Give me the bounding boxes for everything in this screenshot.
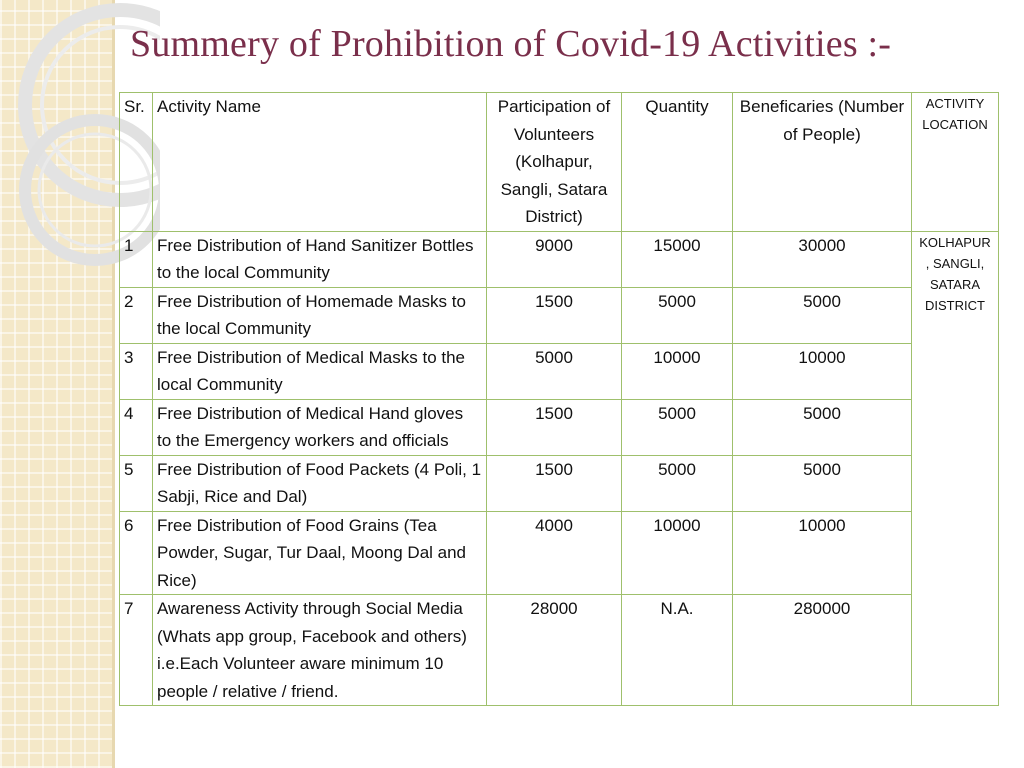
header-row: [120, 93, 999, 232]
row-sr: 6: [120, 511, 153, 595]
activity-location-value: KOLHAPUR , SANGLI, SATARA DISTRICT: [912, 231, 999, 706]
row-activity-name: Free Distribution of Medical Masks to the local Community: [153, 343, 487, 399]
table-row: [120, 511, 999, 595]
row-activity-name: Free Distribution of Food Grains (Tea Powder, Sugar, Tur Daal, Moong Dal and Rice): [153, 511, 487, 595]
table-row: [120, 399, 999, 455]
header-activity-location: ACTIVITY LOCATION: [912, 93, 999, 232]
row-beneficiaries: 5000: [733, 455, 912, 511]
row-beneficiaries: 10000: [733, 511, 912, 595]
row-sr: 7: [120, 595, 153, 706]
row-volunteers: 5000: [487, 343, 622, 399]
row-activity-name: Free Distribution of Homemade Masks to the local Community: [153, 287, 487, 343]
slide-title: Summery of Prohibition of Covid-19 Activities :-: [130, 23, 892, 65]
header-sr: Sr.: [120, 93, 153, 232]
row-quantity: N.A.: [622, 595, 733, 706]
table-row: [120, 287, 999, 343]
row-activity-name: Free Distribution of Hand Sanitizer Bottles to the local Community: [153, 231, 487, 287]
row-quantity: 10000: [622, 511, 733, 595]
table-row: [120, 343, 999, 399]
row-volunteers: 28000: [487, 595, 622, 706]
row-volunteers: 4000: [487, 511, 622, 595]
row-quantity: 10000: [622, 343, 733, 399]
header-activity-name: Activity Name: [153, 93, 487, 232]
row-activity-name: Free Distribution of Food Packets (4 Poli, 1 Sabji, Rice and Dal): [153, 455, 487, 511]
table-row: [120, 455, 999, 511]
row-sr: 3: [120, 343, 153, 399]
header-quantity: Quantity: [622, 93, 733, 232]
row-quantity: 5000: [622, 399, 733, 455]
row-quantity: 5000: [622, 287, 733, 343]
row-beneficiaries: 10000: [733, 343, 912, 399]
row-sr: 1: [120, 231, 153, 287]
row-volunteers: 9000: [487, 231, 622, 287]
row-sr: 4: [120, 399, 153, 455]
row-sr: 2: [120, 287, 153, 343]
header-volunteers: Participation of Volunteers (Kolhapur, Sangli, Satara District): [487, 93, 622, 232]
row-quantity: 15000: [622, 231, 733, 287]
row-activity-name: Awareness Activity through Social Media (Whats app group, Facebook and others) i.e.Each Volunteer aware minimum 10 people / relative / friend.: [153, 595, 487, 706]
row-beneficiaries: 30000: [733, 231, 912, 287]
row-activity-name: Free Distribution of Medical Hand gloves to the Emergency workers and officials: [153, 399, 487, 455]
row-beneficiaries: 5000: [733, 399, 912, 455]
row-volunteers: 1500: [487, 287, 622, 343]
table-row: [120, 231, 999, 287]
row-volunteers: 1500: [487, 455, 622, 511]
activities-table: [119, 92, 999, 706]
table-row: [120, 595, 999, 706]
row-sr: 5: [120, 455, 153, 511]
row-beneficiaries: 5000: [733, 287, 912, 343]
header-beneficiaries: Beneficaries (Number of People): [733, 93, 912, 232]
row-volunteers: 1500: [487, 399, 622, 455]
row-quantity: 5000: [622, 455, 733, 511]
row-beneficiaries: 280000: [733, 595, 912, 706]
